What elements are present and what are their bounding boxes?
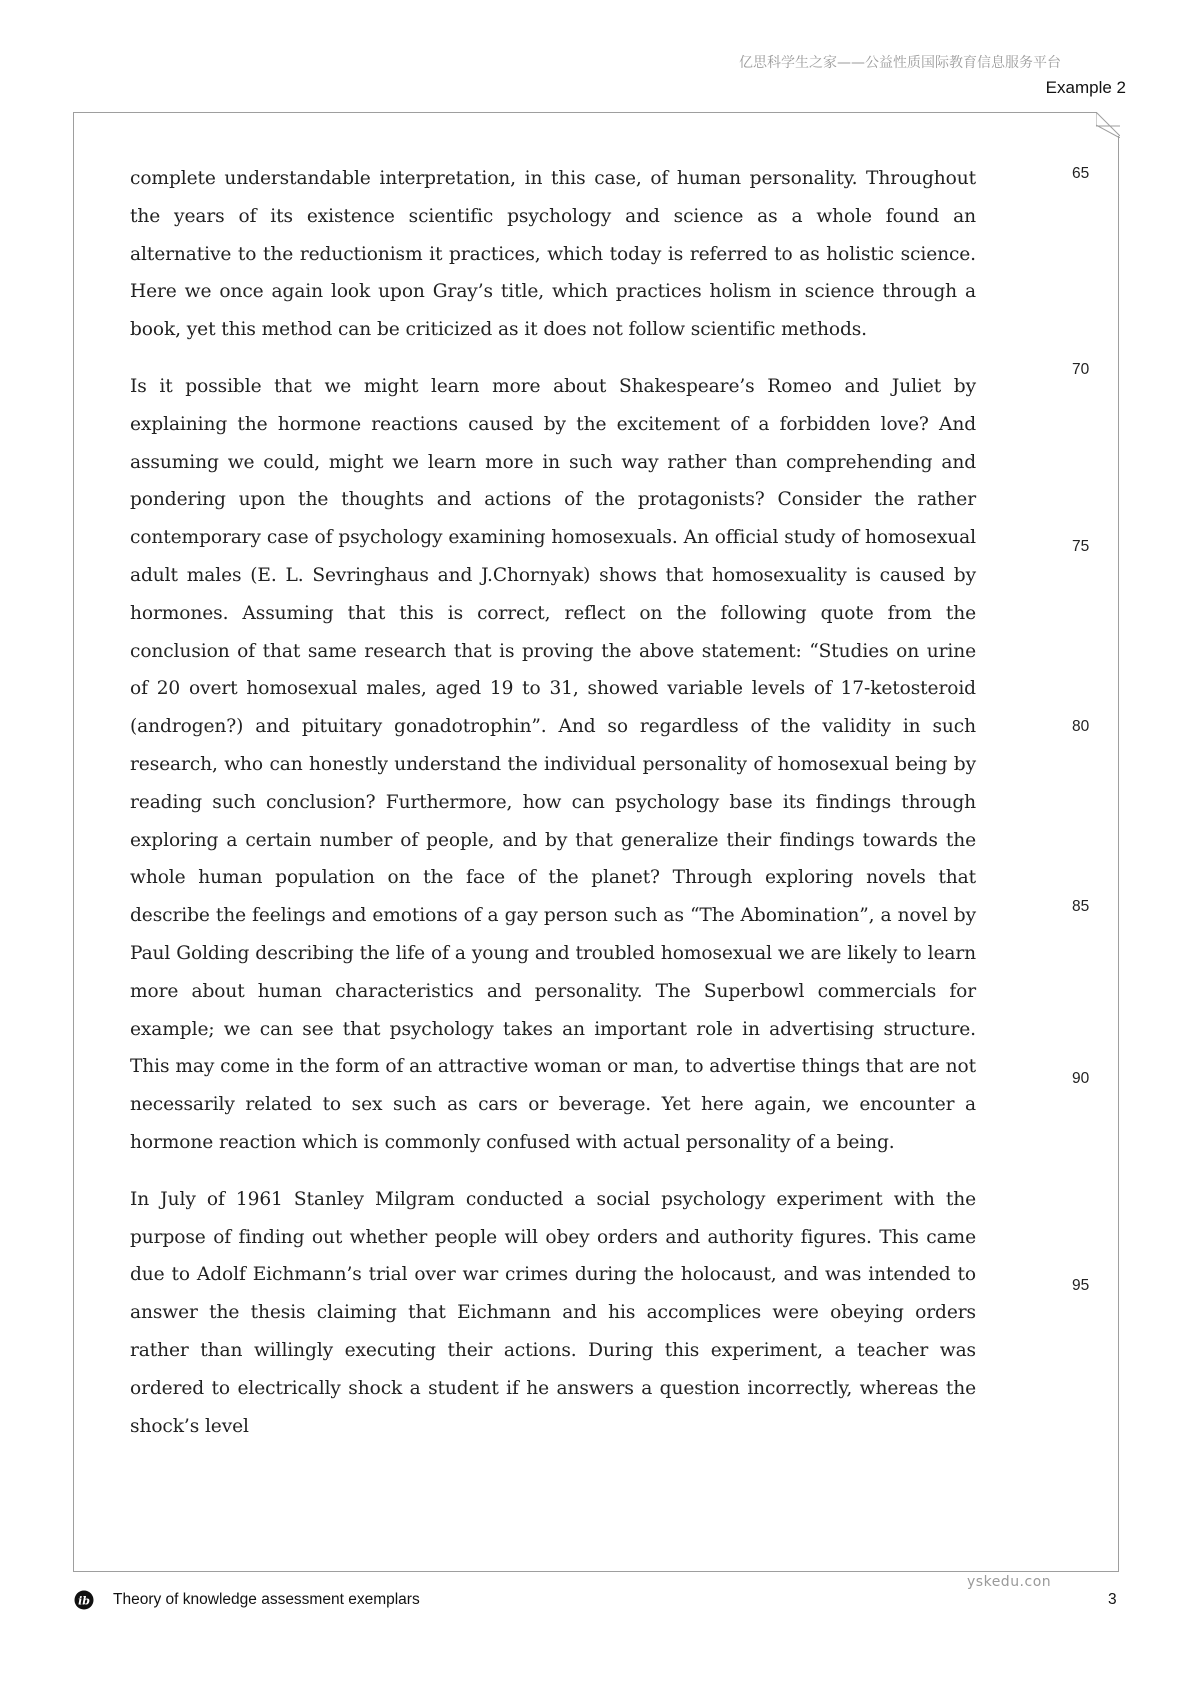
essay-text [130, 160, 976, 1445]
line-number: 85 [1072, 898, 1090, 915]
line-number: 70 [1072, 361, 1090, 378]
paragraph-1: complete understandable interpretation, in this case, of human personality. Throughout the years of its existence scientific psychology and science as a whole found an alternative to the reductionism it practices, which today is referred to as holistic science. Here we once again look upon Gray’s title, which practices holism in science through a book, yet this method can be criticized as it does not follow scientific methods. [130, 168, 976, 341]
header-site-name: 亿思科学生之家——公益性质国际教育信息服务平台 [739, 55, 1061, 71]
footer-domain: yskedu.con [967, 1574, 1052, 1590]
line-number: 75 [1072, 538, 1090, 555]
page-frame-top-border [73, 112, 1097, 113]
paragraph-2: Is it possible that we might learn more about Shakespeare’s Romeo and Juliet by explaining the hormone reactions caused by the excitement of a forbidden love? And assuming we could, might we learn more in such way rather than comprehending and pondering upon the thoughts and actions of the protagonists? Consider the rather contemporary case of psychology examining homosexuals. An official study of homosexual adult males (E. L. Sevringhaus and J.Chornyak) shows that homosexuality is caused by hormones. Assuming that this is correct, reflect on the following quote from the conclusion of that same research that is proving the above statement: “Studies on urine of 20 overt homosexual males, aged 19 to 31, showed variable levels of 17-ketosteroid (androgen?) and pituitary gonadotrophin”. And so regardless of the validity in such research, who can honestly understand the individual personality of homosexual being by reading such conclusion? Furthermore, how can psychology base its findings through exploring a certain number of people, and by that generalize their findings towards the whole human population on the face of the planet? Through exploring novels that describe the feelings and emotions of a gay person such as “The Abomination”, a novel by Paul Golding describing the life of a young and troubled homosexual we are likely to learn more about human characteristics and personality. The Superbowl commercials for example; we can see that psychology takes an important role in advertising structure. This may come in the form of an attractive woman or man, to advertise things that are not necessarily related to sex such as cars or beverage. Yet here again, we encounter a hormone reaction which is commonly confused with actual personality of a being. [130, 375, 976, 1153]
svg-text:ib: ib [78, 1594, 90, 1608]
line-number: 65 [1072, 165, 1090, 182]
page-corner-fold-icon [1096, 112, 1120, 138]
line-number: 95 [1072, 1277, 1090, 1294]
page-number: 3 [1108, 1591, 1117, 1608]
header-example-label: Example 2 [1045, 78, 1126, 97]
paragraph-3: In July of 1961 Stanley Milgram conducted a social psychology experiment with the purpose of finding out whether people will obey orders and authority figures. This came due to Adolf Eichmann’s trial over war crimes during the holocaust, and was intended to answer the thesis claiming that Eichmann and his accomplices were obeying orders rather than willingly executing their actions. During this experiment, a teacher was ordered to electrically shock a student if he answers a question incorrectly, whereas the shock’s level [130, 1188, 976, 1437]
footer-title: Theory of knowledge assessment exemplars [113, 1591, 420, 1608]
line-number: 90 [1072, 1070, 1090, 1087]
page-frame-right-border [1118, 136, 1119, 1572]
line-number: 80 [1072, 718, 1090, 735]
ib-logo-icon [74, 1590, 94, 1610]
